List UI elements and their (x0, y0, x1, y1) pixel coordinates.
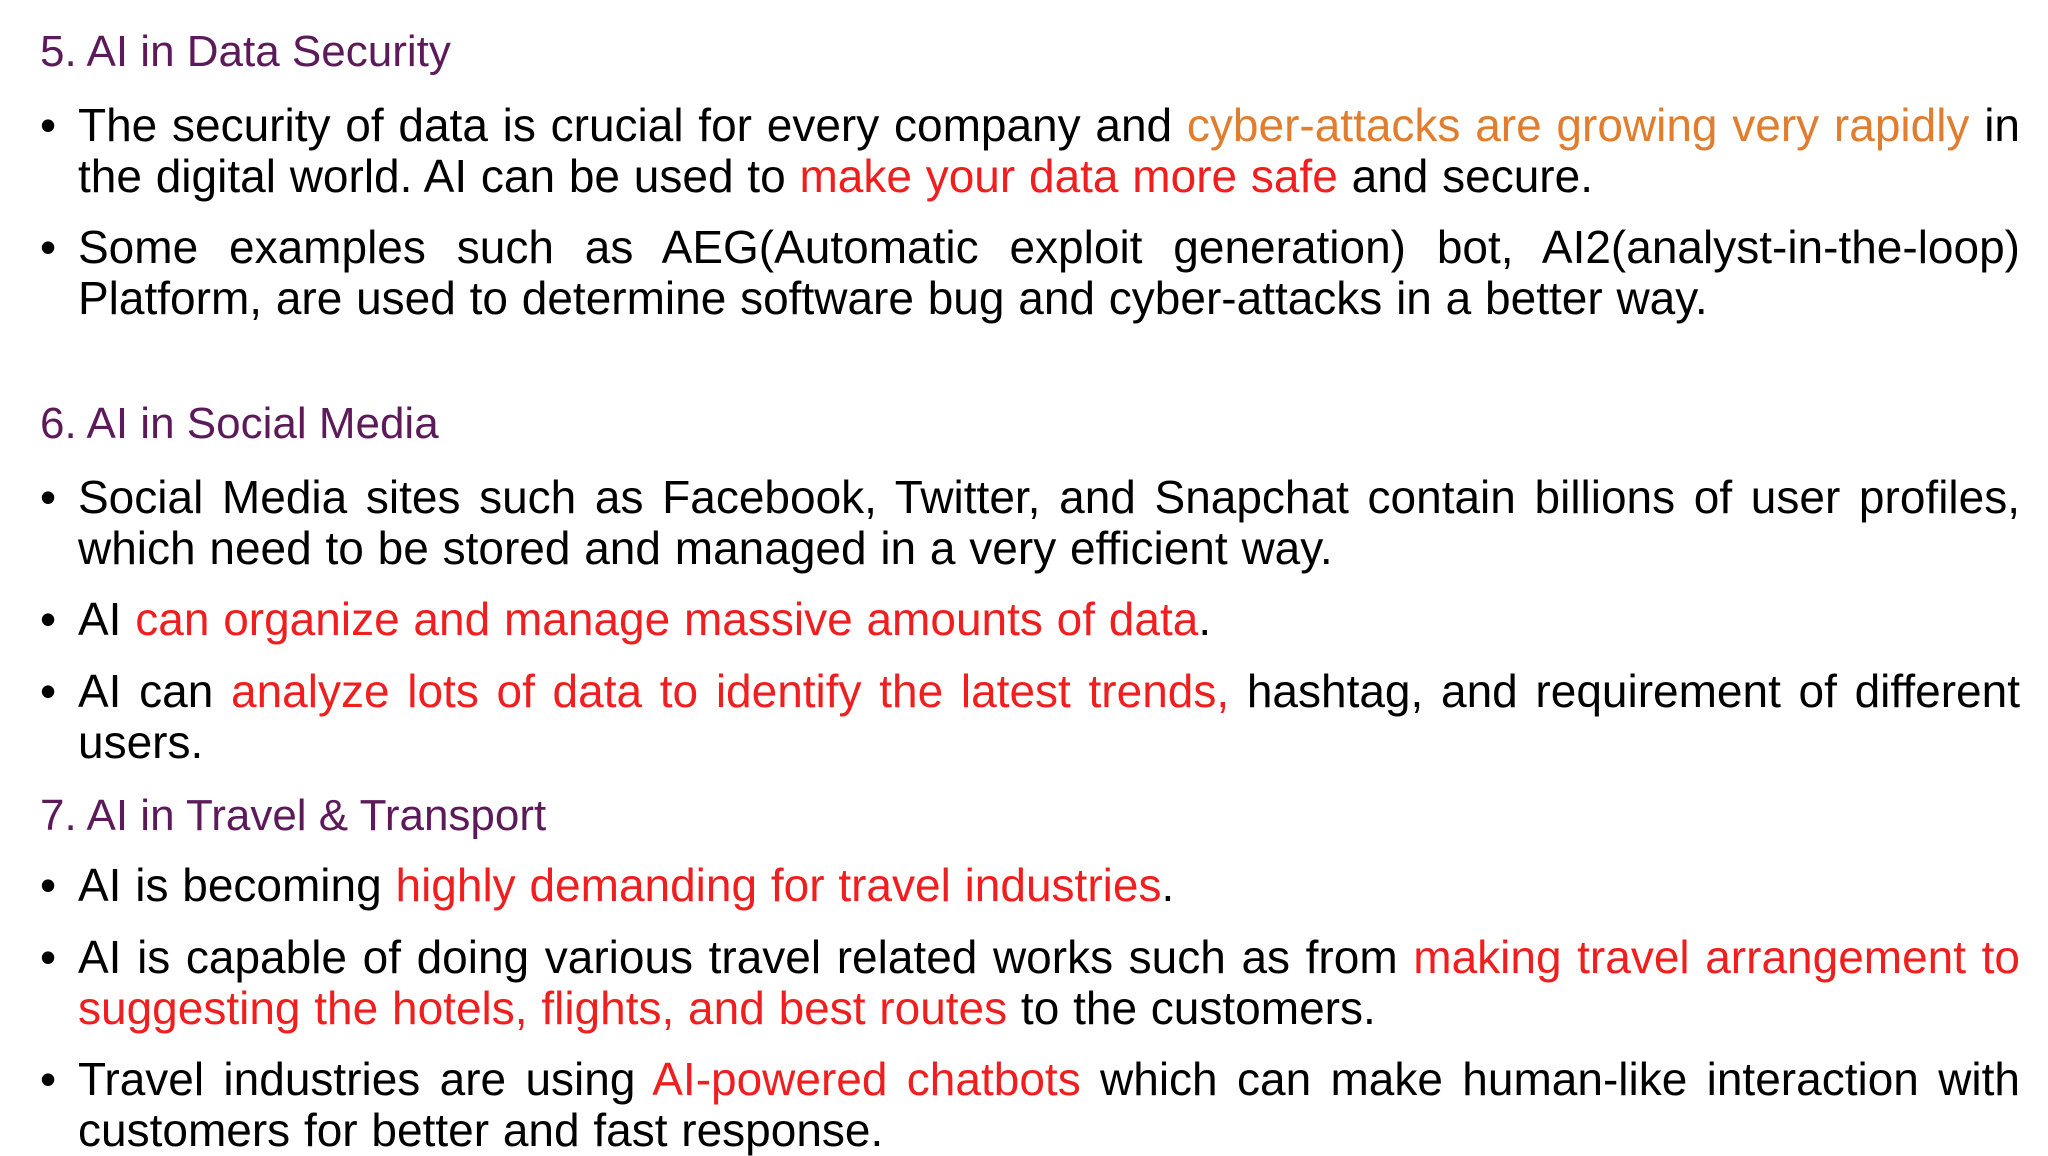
bullet-icon: • (40, 665, 57, 717)
highlight-red: make your data more safe (799, 150, 1338, 202)
list-item (40, 1054, 2020, 1156)
bullet-text: AI is capable of doing various travel related works such as from making travel arrangement to suggesting the hotels, flights, and best routes to the customers. (78, 931, 2021, 1034)
bullet-text: AI is becoming highly demanding for travel industries. (78, 859, 1175, 911)
section-heading-social-media: 6. AI in Social Media (40, 399, 439, 448)
bullet-text: AI can analyze lots of data to identify the latest trends, hashtag, and requirement of different users. (78, 665, 2020, 768)
list-item (40, 932, 2020, 1034)
bullet-text: Social Media sites such as Facebook, Twitter, and Snapchat contain billions of user profiles, which need to be stored and managed in a very efficient way. (78, 471, 2020, 574)
highlight-red: analyze lots of data to identify the latest trends, (231, 665, 1230, 717)
list-item (40, 860, 2020, 911)
bullet-icon: • (40, 859, 57, 911)
bullet-icon: • (40, 593, 57, 645)
bullet-text: The security of data is crucial for every company and cyber-attacks are growing very rapidly in the digital world. AI can be used to make your data more safe and secure. (78, 99, 2020, 202)
bullet-text: Travel industries are using AI-powered chatbots which can make human-like interaction with customers for better and fast response. (78, 1053, 2021, 1156)
section-heading-data-security: 5. AI in Data Security (40, 27, 451, 76)
list-item (40, 666, 2020, 768)
highlight-red: can organize and manage massive amounts of data (135, 593, 1199, 645)
highlight-red: making travel arrangement to suggesting the hotels, flights, and best routes (78, 931, 2021, 1034)
bullet-icon: • (40, 99, 57, 151)
bullet-icon: • (40, 1053, 57, 1105)
highlight-red: AI-powered chatbots (652, 1053, 1081, 1105)
list-item (40, 594, 2020, 645)
list-item (40, 472, 2020, 574)
section-heading-travel-transport: 7. AI in Travel & Transport (40, 791, 547, 840)
bullet-text: Some examples such as AEG(Automatic exploit generation) bot, AI2(analyst-in-the-loop) Platform, are used to determine software bug and cyber-attacks in a better way. (78, 221, 2020, 324)
bullet-icon: • (40, 931, 57, 983)
bullet-icon: • (40, 221, 57, 273)
highlight-orange: cyber-attacks are growing very rapidly (1186, 99, 1970, 151)
list-item (40, 100, 2020, 202)
bullet-text: AI can organize and manage massive amounts of data. (78, 593, 1212, 645)
list-item (40, 222, 2020, 324)
highlight-red: highly demanding for travel industries (395, 859, 1162, 911)
bullet-icon: • (40, 471, 57, 523)
